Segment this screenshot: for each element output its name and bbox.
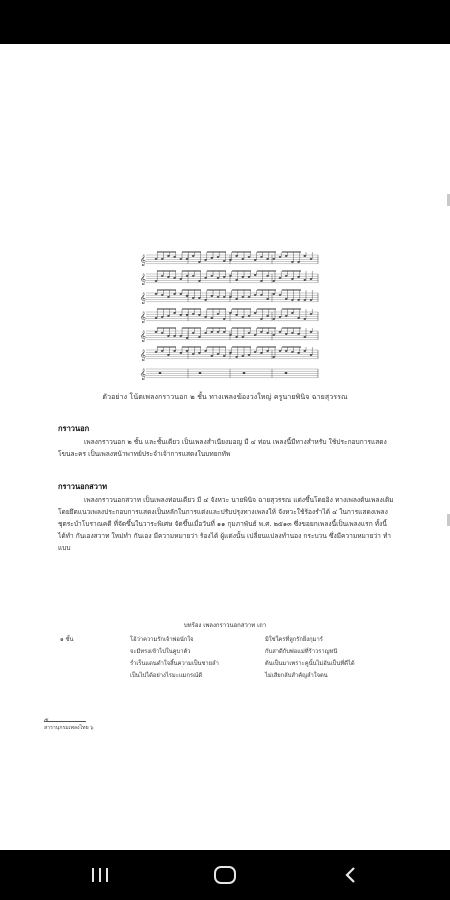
note-head: [161, 316, 164, 318]
figure-caption: ตัวอย่าง โน้ตเพลงกราวนอก ๒ ชั้น ทางเพลงฆ้องวงใหญ่ ครูนายพินิจ ฉายสุวรรณ: [102, 393, 348, 401]
note-head: [223, 276, 226, 278]
note-head: [285, 315, 288, 317]
note-head: [161, 275, 164, 277]
note-head: [192, 353, 195, 355]
note-head: [192, 332, 195, 334]
note-head: [266, 275, 269, 277]
note-head: [229, 296, 232, 298]
note-head: [242, 276, 245, 278]
note-head: [235, 356, 238, 358]
note-head: [235, 298, 238, 300]
note-head: [297, 333, 300, 335]
note-head: [198, 280, 201, 282]
note-head: [204, 259, 207, 261]
note-head: [279, 294, 282, 296]
note-head: [180, 293, 183, 295]
note-head: [167, 335, 170, 337]
note-head: [167, 315, 170, 317]
footnote-mark: ๕: [44, 717, 49, 724]
note-head: [173, 312, 176, 314]
note-head: [273, 280, 276, 282]
sheet-music-figure: [140, 247, 320, 389]
note-head: [204, 332, 207, 334]
note-head: [223, 318, 226, 320]
note-head: [304, 318, 307, 320]
note-head: [279, 316, 282, 318]
note-head: [167, 255, 170, 257]
note-head: [248, 296, 251, 298]
section-paragraph-text: เพลงกราวนอกสวาท เป็นเพลงท่อนเดียว มี ๔ จังหวะ นายพินิจ ฉายสุวรรณ แต่งขึ้นโดยอิง ทางเพลงต้นเพลงเดิม โดยยึดแนวเพลงประกอบการแสดงเป็นหลักในการแต่งและปรับปรุงทางเพลงให้ จังหวะใช้ร้องรำได้ ๔ ในการแสดงเพลงชุดระบำโบราณคดี ที่จัดขึ้นในวาระพิเศษ จัดขึ้นเมื่อวันที่ ๑๑ กุมภาพันธ์ พ.ศ. ๒๕๑๓ ซึ่งขอยกเพลงนี้เป็นเพลงแรก ทั้งนี้ได้ทำ กันเองสวาท ใหม่ทำ กันเอง มีความหมายว่า ร้องได้ ผู้แต่งนั้น เปลี่ยนแปลงทำนอง กระบวน ซึ่งมีความหมายว่า ทำแบบ: [58, 496, 394, 552]
note-head: [260, 331, 263, 333]
note-head: [192, 255, 195, 257]
footnote-divider: [44, 721, 86, 722]
note-head: [279, 331, 282, 333]
note-head: [155, 331, 158, 333]
note-head: [279, 256, 282, 258]
lyric-line-right: ต้นเป็นมาเพราะคูนั้นไม่อันเป็นที่ดีได้: [265, 661, 355, 667]
note-head: [273, 356, 276, 358]
note-head: [297, 317, 300, 319]
note-head: [161, 258, 164, 260]
note-head: [161, 332, 164, 334]
note-head: [155, 258, 158, 260]
note-head: [229, 275, 232, 277]
note-head: [198, 297, 201, 299]
note-head: [186, 258, 189, 260]
note-head: [254, 334, 257, 336]
note-head: [254, 294, 257, 296]
note-head: [173, 293, 176, 295]
recents-button[interactable]: [85, 862, 115, 888]
note-head: [155, 293, 158, 295]
note-head: [173, 335, 176, 337]
note-head: [310, 313, 313, 315]
note-head: [211, 317, 214, 319]
note-head: [167, 276, 170, 278]
note-head: [198, 314, 201, 316]
note-head: [248, 332, 251, 334]
note-head: [279, 277, 282, 279]
note-head: [217, 353, 220, 355]
note-head: [291, 351, 294, 353]
note-head: [248, 256, 251, 258]
note-head: [310, 331, 313, 333]
back-icon: [342, 865, 360, 885]
note-head: [304, 299, 307, 301]
section-heading: กราวนอก: [58, 424, 90, 433]
note-head: [229, 259, 232, 261]
note-head: [167, 296, 170, 298]
note-head: [266, 258, 269, 260]
note-head: [198, 261, 201, 263]
note-head: [285, 275, 288, 277]
lyrics-tempo-label: ๑ ชั้น: [60, 637, 74, 643]
note-head: [211, 355, 214, 357]
note-head: [161, 294, 164, 296]
note-head: [310, 278, 313, 280]
treble-clef-icon: 𝄞: [140, 255, 146, 266]
note-head: [229, 334, 232, 336]
lyrics-title: บทร้อง เพลงกราวนอกสวาท เถา: [183, 622, 267, 629]
treble-clef-icon: 𝄞: [140, 312, 146, 323]
lyric-line-right: ไม่เสียกลับสำคัญลำใจตน: [265, 673, 328, 679]
note-head: [223, 355, 226, 357]
note-head: [291, 278, 294, 280]
treble-clef-icon: 𝄞: [140, 293, 146, 304]
note-head: [204, 350, 207, 352]
note-head: [297, 261, 300, 263]
note-head: [254, 351, 257, 353]
note-head: [279, 350, 282, 352]
note-head: [254, 312, 257, 314]
note-head: [242, 336, 245, 338]
note-head: [254, 274, 257, 276]
note-head: [291, 312, 294, 314]
note-head: [304, 255, 307, 257]
note-head: [155, 280, 158, 282]
lyric-line-left: เป็นไปได้อย่างไรมะแมกรณ์ดี: [130, 673, 203, 679]
document-page[interactable]: [0, 44, 450, 850]
note-head: [229, 312, 232, 314]
note-head: [291, 261, 294, 263]
note-head: [248, 315, 251, 317]
note-head: [266, 315, 269, 317]
note-head: [180, 278, 183, 280]
note-head: [242, 258, 245, 260]
note-head: [285, 333, 288, 335]
section-paragraph: [58, 436, 394, 460]
note-head: [266, 298, 269, 300]
lyric-line-right: มิใช่ใครที่ลูกรักยิ่งกุมาร์: [265, 637, 323, 643]
note-head: [180, 352, 183, 354]
note-head: [291, 299, 294, 301]
note-head: [266, 332, 269, 334]
treble-clef-icon: 𝄞: [140, 369, 146, 380]
note-head: [211, 331, 214, 333]
note-head: [180, 314, 183, 316]
treble-clef-icon: 𝄞: [140, 331, 146, 342]
note-head: [155, 351, 158, 353]
note-head: [161, 350, 164, 352]
note-head: [304, 336, 307, 338]
note-head: [260, 352, 263, 354]
note-head: [173, 350, 176, 352]
lyric-line-left: จะมีทรงเข้าไปในคูบาตัว: [130, 649, 191, 655]
note-head: [235, 279, 238, 281]
note-head: [297, 276, 300, 278]
note-head: [217, 313, 220, 315]
treble-clef-icon: 𝄞: [140, 274, 146, 285]
note-head: [266, 350, 269, 352]
note-head: [285, 255, 288, 257]
note-head: [242, 355, 245, 357]
note-head: [273, 334, 276, 336]
note-head: [235, 336, 238, 338]
note-head: [297, 299, 300, 301]
treble-clef-icon: 𝄞: [140, 350, 146, 361]
note-head: [180, 335, 183, 337]
note-head: [186, 295, 189, 297]
note-head: [297, 352, 300, 354]
note-head: [304, 279, 307, 281]
home-icon: [212, 865, 238, 885]
note-head: [260, 294, 263, 296]
note-head: [167, 354, 170, 356]
note-head: [291, 332, 294, 334]
note-head: [217, 296, 220, 298]
note-head: [173, 256, 176, 258]
note-head: [243, 372, 246, 374]
note-head: [285, 298, 288, 300]
lyric-line-left: โอ้ว่าความรักเจ้าพ่อนักใจ: [130, 637, 194, 643]
note-head: [159, 372, 162, 374]
note-head: [217, 256, 220, 258]
note-head: [254, 259, 257, 261]
recents-icon: [89, 866, 111, 884]
lyric-line-right: กับสาดีกับพ่อแม่ที่ร้าวราญหนี: [265, 649, 338, 655]
note-head: [285, 350, 288, 352]
note-head: [192, 313, 195, 315]
note-head: [229, 352, 232, 354]
note-head: [186, 314, 189, 316]
note-head: [217, 277, 220, 279]
note-head: [204, 299, 207, 301]
note-head: [211, 295, 214, 297]
sheet-music-image: [140, 247, 320, 389]
note-head: [186, 337, 189, 339]
note-head: [235, 314, 238, 316]
note-head: [217, 331, 220, 333]
note-head: [155, 317, 158, 319]
note-head: [285, 372, 288, 374]
note-head: [273, 318, 276, 320]
back-button[interactable]: [336, 862, 366, 888]
lyric-line-left: ร่ำเร็นแดนดำใจสิ้นความเป็นชายลำ: [130, 661, 219, 667]
note-head: [186, 275, 189, 277]
note-head: [260, 318, 263, 320]
note-head: [273, 258, 276, 260]
footnote-text: สารานุกรมเพลงไทย ๖: [44, 725, 94, 731]
note-head: [310, 354, 313, 356]
section-heading: กราวนอกสวาท: [58, 482, 108, 491]
section-paragraph: [58, 494, 394, 554]
note-head: [260, 280, 263, 282]
note-head: [204, 316, 207, 318]
note-head: [211, 275, 214, 277]
note-head: [304, 350, 307, 352]
note-head: [223, 331, 226, 333]
note-head: [180, 258, 183, 260]
status-bar: [0, 0, 450, 44]
note-head: [235, 255, 238, 257]
note-head: [223, 260, 226, 262]
section-paragraph-text: เพลงกราวนอก ๒ ชั้น และชั้นเดียว เป็นเพลงสำเนียงมอญ มี ๔ ท่อน เพลงนี้มีทางสำหรับ ใช้ประกอบการแสดงโขนละคร เป็นเพลงหน้าพาทย์ประจำเจ้าการแสดงในบทยกทัพ: [58, 438, 387, 458]
note-head: [211, 257, 214, 259]
home-button[interactable]: [210, 862, 240, 888]
navigation-bar: [0, 850, 450, 900]
note-head: [186, 350, 189, 352]
note-head: [198, 352, 201, 354]
note-head: [273, 293, 276, 295]
note-head: [173, 277, 176, 279]
note-head: [199, 372, 202, 374]
note-head: [310, 258, 313, 260]
note-head: [192, 275, 195, 277]
note-head: [242, 316, 245, 318]
note-head: [198, 336, 201, 338]
note-head: [223, 296, 226, 298]
note-head: [204, 277, 207, 279]
note-head: [242, 296, 245, 298]
note-head: [260, 256, 263, 258]
note-head: [310, 299, 313, 301]
note-head: [192, 297, 195, 299]
note-head: [248, 354, 251, 356]
note-head: [248, 276, 251, 278]
